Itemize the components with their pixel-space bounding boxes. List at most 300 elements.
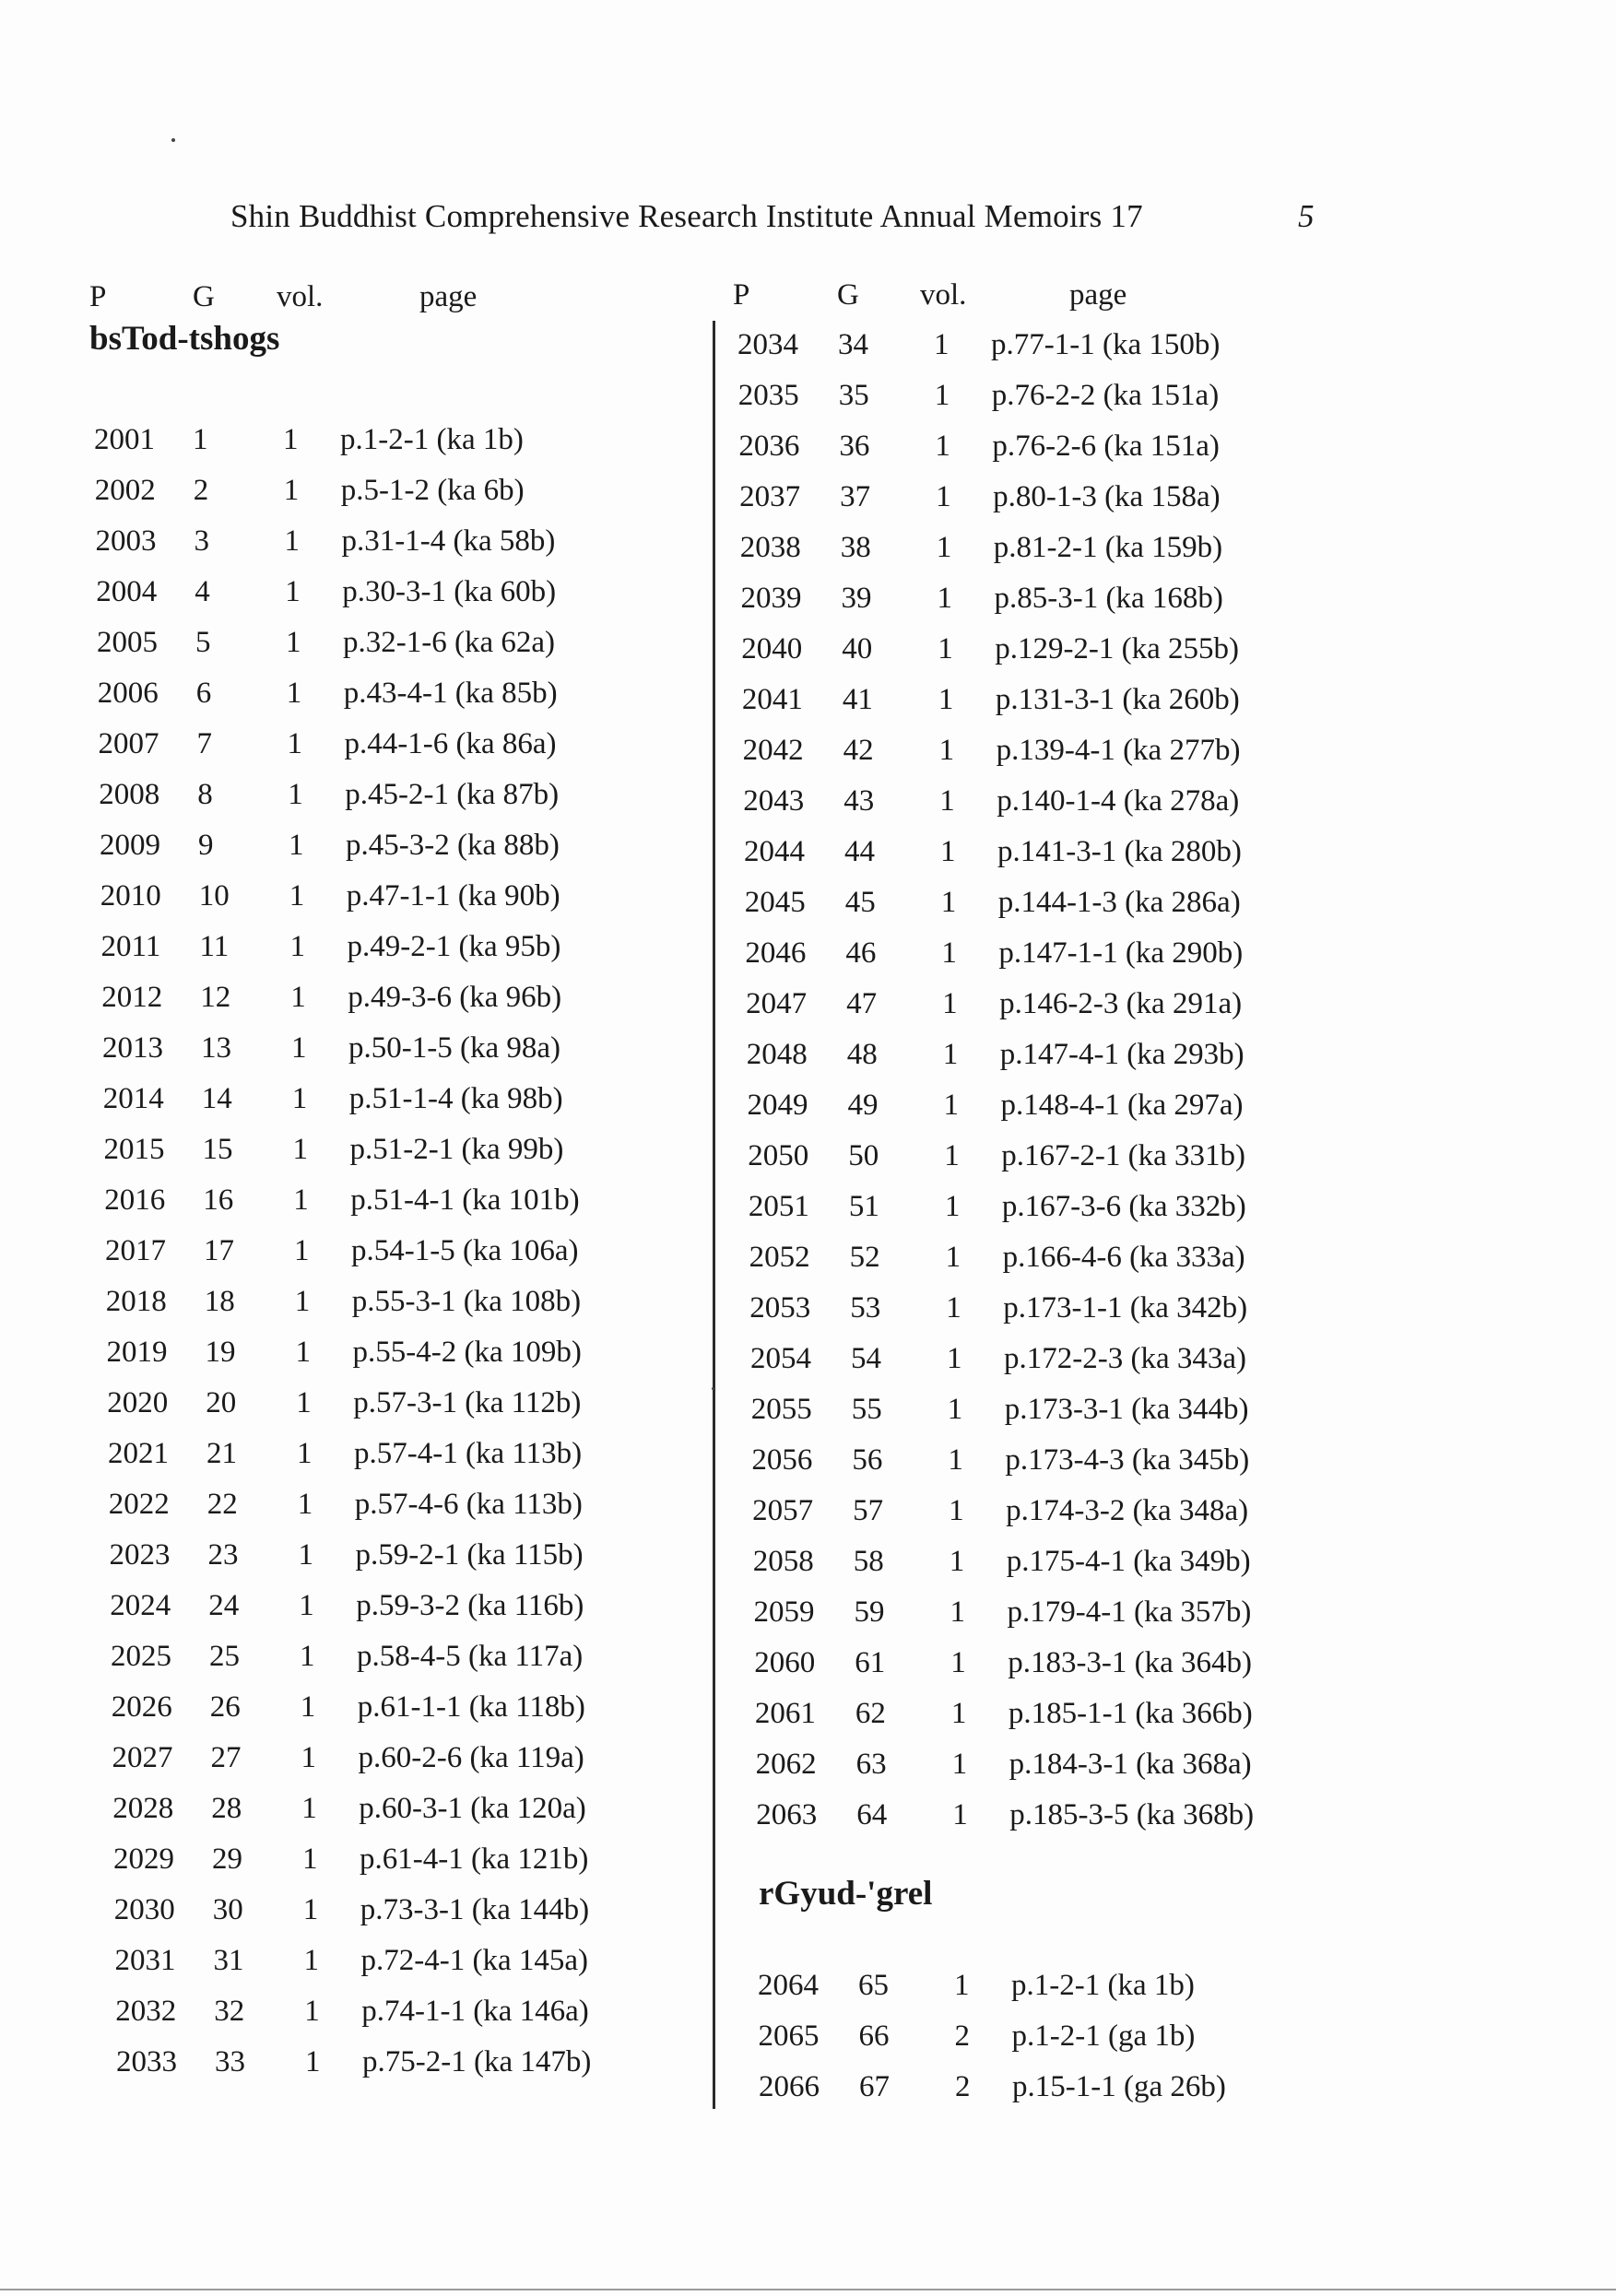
entry-volume: 1 <box>286 677 302 710</box>
entry-page-ref: p.1-2-1 (ka 1b) <box>340 423 524 456</box>
entry-volume: 1 <box>284 524 300 558</box>
entry-p-number: 2054 <box>750 1342 811 1375</box>
entry-volume: 1 <box>934 328 950 361</box>
table-row <box>101 923 666 973</box>
entry-p-number: 2012 <box>101 981 163 1014</box>
entry-g-number: 18 <box>204 1285 235 1318</box>
table-row <box>105 1227 666 1278</box>
table-row <box>738 371 1327 422</box>
entry-p-number: 2040 <box>741 632 803 665</box>
table-row <box>739 473 1327 524</box>
entry-g-number: 24 <box>208 1589 240 1622</box>
entry-g-number: 37 <box>840 480 871 513</box>
entry-g-number: 10 <box>198 879 230 913</box>
entry-p-number: 2034 <box>737 328 798 361</box>
table-row <box>98 669 666 720</box>
entry-p-number: 2011 <box>100 930 161 963</box>
table-row <box>749 1233 1327 1284</box>
entry-volume: 1 <box>298 1538 313 1572</box>
entry-g-number: 36 <box>839 430 870 463</box>
table-row <box>104 1176 666 1227</box>
entry-p-number: 2018 <box>105 1285 167 1318</box>
entry-volume: 1 <box>289 930 305 963</box>
entry-volume: 1 <box>939 784 955 818</box>
entry-g-number: 19 <box>205 1336 236 1369</box>
col-head-vol: vol. <box>920 278 967 312</box>
entry-volume: 1 <box>283 474 300 507</box>
table-row <box>738 422 1327 473</box>
entry-volume: 1 <box>938 632 953 665</box>
scan-speck <box>171 138 175 142</box>
table-row <box>110 1531 666 1582</box>
entry-page-ref: p.166-4-6 (ka 333a) <box>1002 1241 1245 1274</box>
entry-p-number: 2047 <box>746 987 808 1020</box>
entry-volume: 1 <box>297 1488 313 1521</box>
entry-p-number: 2020 <box>107 1386 169 1419</box>
entry-g-number: 20 <box>206 1386 237 1419</box>
entry-g-number: 52 <box>849 1241 880 1274</box>
table-row <box>101 973 666 1024</box>
entry-volume: 1 <box>297 1437 313 1470</box>
right-entry-list-2 <box>758 1961 1348 2113</box>
table-row <box>756 1791 1327 1842</box>
entry-g-number: 67 <box>859 2070 890 2103</box>
entry-page-ref: p.43-4-1 (ka 85b) <box>343 677 558 710</box>
entry-page-ref: p.175-4-1 (ka 349b) <box>1006 1545 1251 1578</box>
entry-p-number: 2021 <box>108 1437 169 1470</box>
entry-g-number: 40 <box>842 632 873 665</box>
table-row <box>749 1284 1327 1335</box>
entry-volume: 1 <box>295 1336 311 1369</box>
entry-volume: 1 <box>945 1241 961 1274</box>
entry-volume: 1 <box>949 1545 965 1578</box>
entry-g-number: 59 <box>854 1595 885 1629</box>
column-divider <box>713 321 715 2109</box>
entry-page-ref: p.59-2-1 (ka 115b) <box>355 1538 584 1572</box>
table-row <box>115 1987 666 2038</box>
table-row <box>759 2012 1349 2063</box>
entry-page-ref: p.61-1-1 (ka 118b) <box>357 1690 585 1724</box>
entry-volume: 1 <box>289 879 305 913</box>
entry-g-number: 17 <box>204 1234 234 1267</box>
entry-p-number: 2033 <box>116 2045 177 2078</box>
entry-page-ref: p.141-3-1 (ka 280b) <box>997 835 1242 868</box>
entry-g-number: 66 <box>858 2019 890 2053</box>
entry-volume: 1 <box>293 1183 309 1217</box>
col-head-p: P <box>89 280 107 313</box>
table-row <box>745 929 1327 980</box>
entry-page-ref: p.51-1-4 (ka 98b) <box>348 1082 563 1115</box>
entry-g-number: 23 <box>207 1538 239 1572</box>
page-number: 5 <box>1298 198 1315 234</box>
entry-volume: 1 <box>947 1342 962 1375</box>
entry-p-number: 2022 <box>108 1488 170 1521</box>
table-row <box>114 1886 666 1937</box>
entry-page-ref: p.73-3-1 (ka 144b) <box>360 1893 590 1926</box>
table-row <box>109 1480 666 1531</box>
entry-g-number: 30 <box>212 1893 243 1926</box>
entry-page-ref: p.131-3-1 (ka 260b) <box>995 683 1240 716</box>
entry-g-number: 51 <box>848 1190 879 1223</box>
entry-p-number: 2015 <box>103 1133 165 1166</box>
entry-g-number: 13 <box>201 1031 231 1065</box>
entry-volume: 1 <box>936 531 952 564</box>
table-row <box>754 1588 1328 1639</box>
entry-p-number: 2058 <box>752 1545 814 1578</box>
col-head-p: P <box>733 278 750 312</box>
entry-p-number: 2003 <box>95 524 157 558</box>
entry-volume: 1 <box>950 1697 967 1730</box>
entry-volume: 1 <box>304 1995 320 2028</box>
entry-volume: 1 <box>289 829 304 862</box>
entry-g-number: 3 <box>194 524 209 558</box>
table-row <box>103 1075 666 1125</box>
entry-volume: 1 <box>941 936 957 970</box>
entry-p-number: 2036 <box>738 430 800 463</box>
entry-volume: 1 <box>944 1190 961 1223</box>
entry-page-ref: p.147-1-1 (ka 290b) <box>998 936 1244 970</box>
table-row <box>742 676 1327 726</box>
entry-p-number: 2059 <box>753 1595 815 1629</box>
entry-page-ref: p.81-2-1 (ka 159b) <box>993 531 1223 564</box>
entry-volume: 1 <box>938 683 954 716</box>
entry-p-number: 2052 <box>749 1241 810 1274</box>
entry-volume: 1 <box>946 1291 961 1325</box>
entry-page-ref: p.167-2-1 (ka 331b) <box>1001 1139 1246 1172</box>
entry-page-ref: p.167-3-6 (ka 332b) <box>1001 1190 1246 1223</box>
entry-volume: 1 <box>303 1944 319 1977</box>
entry-g-number: 12 <box>200 981 231 1014</box>
entry-volume: 1 <box>294 1234 310 1267</box>
left-entry-list <box>94 416 666 2089</box>
entry-p-number: 2053 <box>749 1291 811 1325</box>
entry-g-number: 55 <box>851 1393 882 1426</box>
entry-page-ref: p.55-4-2 (ka 109b) <box>352 1336 582 1369</box>
entry-g-number: 16 <box>203 1183 234 1217</box>
entry-g-number: 14 <box>201 1082 232 1115</box>
entry-p-number: 2008 <box>99 778 160 811</box>
entry-p-number: 2066 <box>759 2070 820 2103</box>
entry-p-number: 2042 <box>742 734 804 767</box>
entry-page-ref: p.57-3-1 (ka 112b) <box>353 1386 582 1419</box>
entry-page-ref: p.174-3-2 (ka 348a) <box>1006 1494 1249 1527</box>
entry-volume: 1 <box>934 379 950 412</box>
entry-g-number: 38 <box>840 531 871 564</box>
entry-g-number: 47 <box>846 987 878 1020</box>
table-row <box>112 1784 666 1835</box>
table-row <box>759 2063 1348 2113</box>
entry-g-number: 62 <box>855 1697 886 1730</box>
table-row <box>104 1125 666 1176</box>
entry-g-number: 49 <box>847 1089 879 1122</box>
entry-p-number: 2019 <box>106 1336 168 1369</box>
entry-g-number: 41 <box>842 683 873 716</box>
entry-page-ref: p.15-1-1 (ga 26b) <box>1012 2070 1226 2103</box>
entry-page-ref: p.140-1-4 (ka 278a) <box>997 784 1240 818</box>
table-row <box>94 416 666 466</box>
entry-g-number: 29 <box>212 1843 242 1876</box>
entry-volume: 1 <box>286 626 301 659</box>
entry-g-number: 7 <box>196 727 212 760</box>
entry-volume: 1 <box>299 1589 314 1622</box>
entry-g-number: 39 <box>841 582 872 615</box>
table-row <box>751 1436 1327 1487</box>
entry-p-number: 2039 <box>740 582 802 615</box>
table-row <box>95 466 666 517</box>
entry-page-ref: p.184-3-1 (ka 368a) <box>1009 1748 1252 1781</box>
entry-p-number: 2005 <box>97 626 158 659</box>
entry-g-number: 9 <box>198 829 214 862</box>
entry-volume: 1 <box>952 1798 968 1831</box>
entry-p-number: 2064 <box>758 1969 819 2002</box>
entry-volume: 1 <box>292 1133 308 1166</box>
scan-bottom-edge <box>0 2289 1616 2290</box>
entry-page-ref: p.61-4-1 (ka 121b) <box>360 1843 589 1876</box>
entry-p-number: 2025 <box>111 1640 171 1673</box>
entry-g-number: 45 <box>844 886 876 919</box>
entry-page-ref: p.54-1-5 (ka 106a) <box>351 1234 579 1267</box>
table-row <box>749 1183 1327 1233</box>
entry-volume: 1 <box>291 1082 308 1115</box>
table-row <box>756 1740 1327 1791</box>
entry-g-number: 54 <box>851 1342 881 1375</box>
table-row <box>753 1537 1327 1588</box>
table-row <box>755 1690 1327 1740</box>
entry-p-number: 2024 <box>110 1589 171 1622</box>
entry-page-ref: p.183-3-1 (ka 364b) <box>1008 1646 1253 1679</box>
entry-volume: 1 <box>947 1393 963 1426</box>
entry-page-ref: p.173-3-1 (ka 344b) <box>1004 1393 1249 1426</box>
entry-page-ref: p.144-1-3 (ka 286a) <box>997 886 1241 919</box>
section-title-bstod-tshogs: bsTod-tshogs <box>89 320 280 358</box>
entry-p-number: 2049 <box>747 1089 808 1122</box>
table-row <box>744 828 1327 878</box>
entry-volume: 1 <box>302 1843 318 1876</box>
entry-p-number: 2032 <box>115 1995 177 2028</box>
section-title-rgyud-grel: rGyud-'grel <box>759 1875 933 1913</box>
entry-p-number: 2062 <box>755 1748 817 1781</box>
entry-page-ref: p.146-2-3 (ka 291a) <box>999 987 1243 1020</box>
entry-p-number: 2001 <box>94 423 155 456</box>
entry-g-number: 44 <box>844 835 875 868</box>
entry-volume: 1 <box>944 1139 960 1172</box>
scan-speck <box>712 1387 714 1390</box>
table-row <box>96 517 666 568</box>
entry-g-number: 63 <box>855 1748 887 1781</box>
entry-volume: 1 <box>290 981 306 1014</box>
entry-volume: 1 <box>935 430 950 463</box>
entry-volume: 1 <box>949 1494 964 1527</box>
entry-volume: 1 <box>940 886 957 919</box>
entry-volume: 1 <box>937 582 952 615</box>
entry-page-ref: p.147-4-1 (ka 293b) <box>999 1038 1244 1071</box>
entry-page-ref: p.129-2-1 (ka 255b) <box>995 632 1240 665</box>
running-header: Shin Buddhist Comprehensive Research Institute Annual Memoirs 17 <box>230 198 1143 234</box>
entry-p-number: 2035 <box>737 379 799 412</box>
entry-volume: 1 <box>940 835 956 868</box>
entry-page-ref: p.148-4-1 (ka 297a) <box>1000 1089 1244 1122</box>
entry-page-ref: p.139-4-1 (ka 277b) <box>996 734 1241 767</box>
table-row <box>754 1639 1327 1690</box>
table-row <box>741 625 1327 676</box>
table-row <box>97 618 666 669</box>
col-head-page: page <box>1069 278 1127 312</box>
entry-page-ref: p.72-4-1 (ka 145a) <box>360 1944 589 1977</box>
entry-g-number: 31 <box>213 1944 244 1977</box>
entry-volume: 1 <box>942 987 958 1020</box>
entry-p-number: 2028 <box>112 1792 174 1825</box>
table-row <box>740 524 1327 574</box>
table-row <box>750 1335 1327 1385</box>
entry-g-number: 32 <box>214 1995 245 2028</box>
table-row <box>96 568 666 618</box>
entry-page-ref: p.179-4-1 (ka 357b) <box>1007 1595 1252 1629</box>
col-head-g: G <box>837 278 859 312</box>
entry-volume: 1 <box>285 575 301 608</box>
entry-volume: 1 <box>302 1893 319 1926</box>
table-row <box>99 720 666 771</box>
table-row <box>745 878 1327 929</box>
entry-volume: 1 <box>301 1741 316 1774</box>
entry-page-ref: p.59-3-2 (ka 116b) <box>356 1589 584 1622</box>
entry-volume: 1 <box>296 1386 312 1419</box>
entry-volume: 1 <box>951 1748 968 1781</box>
entry-g-number: 4 <box>195 575 210 608</box>
entry-g-number: 56 <box>852 1443 883 1477</box>
entry-volume: 1 <box>283 423 299 456</box>
entry-volume: 1 <box>288 778 303 811</box>
entry-volume: 1 <box>950 1646 966 1679</box>
entry-p-number: 2017 <box>105 1234 166 1267</box>
entry-p-number: 2029 <box>113 1843 174 1876</box>
entry-page-ref: p.32-1-6 (ka 62a) <box>343 626 556 659</box>
entry-volume: 1 <box>300 1690 316 1724</box>
entry-g-number: 58 <box>853 1545 884 1578</box>
entry-p-number: 2006 <box>97 677 159 710</box>
entry-g-number: 26 <box>209 1690 241 1724</box>
entry-p-number: 2013 <box>102 1031 163 1065</box>
entry-p-number: 2060 <box>754 1646 816 1679</box>
entry-g-number: 42 <box>843 734 874 767</box>
entry-volume: 1 <box>305 2045 321 2078</box>
entry-page-ref: p.57-4-6 (ka 113b) <box>354 1488 583 1521</box>
col-head-g: G <box>193 280 215 313</box>
table-row <box>751 1385 1327 1436</box>
entry-g-number: 28 <box>211 1792 242 1825</box>
col-head-vol: vol. <box>277 280 324 313</box>
entry-p-number: 2045 <box>744 886 806 919</box>
entry-p-number: 2030 <box>113 1893 175 1926</box>
table-row <box>108 1430 666 1480</box>
entry-page-ref: p.31-1-4 (ka 58b) <box>341 524 556 558</box>
entry-g-number: 35 <box>838 379 869 412</box>
entry-g-number: 2 <box>193 474 209 507</box>
entry-p-number: 2026 <box>111 1690 172 1724</box>
entry-page-ref: p.80-1-3 (ka 158a) <box>993 480 1221 513</box>
entry-page-ref: p.77-1-1 (ka 150b) <box>991 328 1221 361</box>
entry-p-number: 2046 <box>745 936 807 970</box>
entry-volume: 1 <box>287 727 302 760</box>
entry-p-number: 2063 <box>756 1798 818 1831</box>
entry-g-number: 8 <box>197 778 213 811</box>
entry-page-ref: p.51-2-1 (ka 99b) <box>349 1133 564 1166</box>
entry-page-ref: p.57-4-1 (ka 113b) <box>354 1437 583 1470</box>
entry-volume: 1 <box>942 1038 959 1071</box>
entry-g-number: 50 <box>848 1139 879 1172</box>
entry-volume: 1 <box>936 480 951 513</box>
table-row <box>746 980 1327 1030</box>
entry-page-ref: p.173-1-1 (ka 342b) <box>1003 1291 1248 1325</box>
entry-p-number: 2027 <box>112 1741 173 1774</box>
entry-volume: 1 <box>294 1285 311 1318</box>
entry-volume: 1 <box>301 1792 317 1825</box>
entry-page-ref: p.76-2-2 (ka 151a) <box>991 379 1220 412</box>
entry-page-ref: p.49-2-1 (ka 95b) <box>347 930 561 963</box>
entry-g-number: 48 <box>846 1038 878 1071</box>
table-row <box>113 1835 666 1886</box>
entry-g-number: 1 <box>193 423 208 456</box>
table-row <box>752 1487 1327 1537</box>
table-row <box>100 821 666 872</box>
entry-p-number: 2055 <box>750 1393 812 1426</box>
table-row <box>115 1937 666 1987</box>
entry-page-ref: p.49-3-6 (ka 96b) <box>348 981 562 1014</box>
table-row <box>743 777 1327 828</box>
entry-g-number: 15 <box>202 1133 233 1166</box>
entry-page-ref: p.5-1-2 (ka 6b) <box>340 474 525 507</box>
entry-p-number: 2007 <box>98 727 159 760</box>
entry-page-ref: p.75-2-1 (ka 147b) <box>362 2045 592 2078</box>
entry-volume: 1 <box>300 1640 315 1673</box>
entry-g-number: 5 <box>195 626 211 659</box>
table-row <box>100 872 666 923</box>
entry-p-number: 2051 <box>748 1190 809 1223</box>
table-row <box>743 726 1327 777</box>
entry-page-ref: p.1-2-1 (ga 1b) <box>1011 2019 1196 2053</box>
table-row <box>748 1081 1328 1132</box>
entry-p-number: 2041 <box>741 683 803 716</box>
entry-g-number: 61 <box>855 1646 886 1679</box>
entry-page-ref: p.76-2-6 (ka 151a) <box>992 430 1220 463</box>
entry-page-ref: p.45-2-1 (ka 87b) <box>345 778 560 811</box>
table-row <box>747 1030 1327 1081</box>
entry-p-number: 2002 <box>94 474 156 507</box>
entry-p-number: 2065 <box>758 2019 820 2053</box>
entry-g-number: 11 <box>199 930 230 963</box>
entry-volume: 1 <box>950 1595 965 1629</box>
entry-p-number: 2061 <box>754 1697 816 1730</box>
right-entry-list <box>737 321 1327 1842</box>
entry-g-number: 34 <box>838 328 868 361</box>
entry-volume: 1 <box>938 734 955 767</box>
entry-volume: 1 <box>291 1031 307 1065</box>
entry-page-ref: p.50-1-5 (ka 98a) <box>348 1031 561 1065</box>
entry-g-number: 53 <box>850 1291 881 1325</box>
entry-g-number: 27 <box>210 1741 242 1774</box>
entry-page-ref: p.60-3-1 (ka 120a) <box>359 1792 586 1825</box>
table-row <box>758 1961 1348 2012</box>
entry-page-ref: p.51-4-1 (ka 101b) <box>350 1183 580 1217</box>
table-row <box>99 771 666 821</box>
entry-volume: 2 <box>954 2019 970 2053</box>
entry-page-ref: p.173-4-3 (ka 345b) <box>1005 1443 1250 1477</box>
entry-volume: 2 <box>955 2070 971 2103</box>
entry-page-ref: p.185-1-1 (ka 366b) <box>1008 1697 1253 1730</box>
table-row <box>112 1734 666 1784</box>
entry-page-ref: p.58-4-5 (ka 117a) <box>357 1640 584 1673</box>
entry-p-number: 2048 <box>746 1038 808 1071</box>
entry-g-number: 65 <box>858 1969 889 2002</box>
